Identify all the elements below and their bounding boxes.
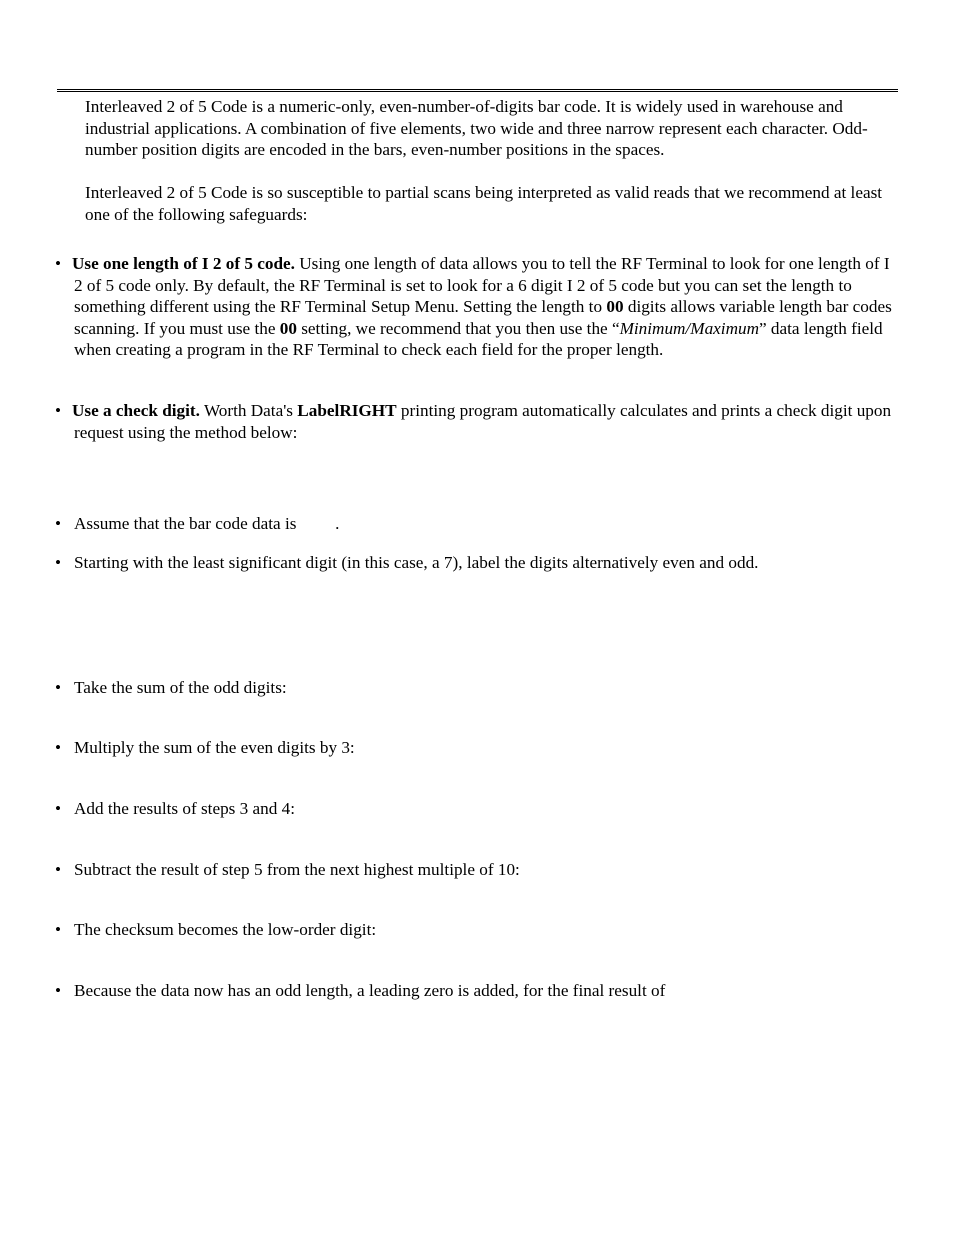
bullet-dot: •	[55, 799, 62, 818]
step-3	[55, 677, 898, 699]
step-3-text: Take the sum of the odd digits:	[74, 678, 287, 697]
intro-paragraph-1: Interleaved 2 of 5 Code is a numeric-only, even-number-of-digits bar code. It is widely used in warehouse and industrial applications. A combination of five elements, two wide and three narrow represent each character. Odd-number position digits are encoded in the bars, even-number positions in the spaces.	[85, 97, 868, 159]
step-4-text: Multiply the sum of the even digits by 3:	[74, 738, 355, 757]
step-1-text: Assume that the bar code data is .	[74, 514, 340, 533]
step-1	[55, 513, 898, 535]
step-7	[55, 919, 898, 941]
step-5	[55, 798, 898, 820]
bullet-dot: •	[55, 514, 62, 533]
bullet-dot: •	[55, 920, 62, 939]
step-8	[55, 980, 898, 1002]
header-rule	[57, 89, 898, 92]
step-2	[55, 552, 898, 574]
step-4	[55, 737, 898, 759]
bullet-dot: •	[55, 860, 62, 879]
bullet-dot: •	[55, 553, 62, 572]
step-5-text: Add the results of steps 3 and 4:	[74, 799, 296, 818]
bullet-dot: •	[55, 738, 62, 757]
safeguard-one-length-text: Use one length of I 2 of 5 code. Using one length of data allows you to tell the RF Terminal to look for one length of I 2 of 5 code only. By default, the RF Terminal is set to look for a 6 digit I 2 of 5 code but you can set the length to something different using the RF Terminal Setup Menu. Setting the length to 00 digits allows variable length bar codes scanning. If you must use the 00 setting, we recommend that you then use the “Minimum/Maximum” data length field when creating a program in the RF Terminal to check each field for the proper length.	[72, 254, 892, 359]
minimum-maximum-term: Minimum/Maximum	[619, 318, 759, 338]
safeguard-one-length-heading: Use one length of I 2 of 5 code.	[72, 254, 295, 273]
step-7-text: The checksum becomes the low-order digit:	[74, 920, 377, 939]
step-8-text: Because the data now has an odd length, a leading zero is added, for the final result of	[74, 981, 666, 1000]
bullet-dot: •	[55, 678, 62, 697]
intro-paragraph-2: Interleaved 2 of 5 Code is so susceptible to partial scans being interpreted as valid reads that we recommend at least one of the following safeguards:	[85, 183, 883, 224]
step-6	[55, 859, 898, 881]
labelright-term: LabelRIGHT	[297, 401, 397, 420]
safeguard-check-digit-text: Use a check digit. Worth Data's LabelRIGHT printing program automatically calculates and prints a check digit upon request using the method below:	[72, 401, 892, 442]
safeguard-check-digit	[55, 400, 898, 443]
bullet-dot: •	[55, 981, 62, 1000]
safeguard-check-digit-heading: Use a check digit.	[72, 401, 200, 420]
bullet-dot: •	[55, 401, 62, 420]
safeguard-one-length	[55, 253, 898, 361]
step-2-text: Starting with the least significant digit (in this case, a 7), label the digits alternatively even and odd.	[74, 553, 759, 572]
bullet-dot: •	[55, 254, 62, 273]
step-6-text: Subtract the result of step 5 from the next highest multiple of 10:	[74, 860, 520, 879]
